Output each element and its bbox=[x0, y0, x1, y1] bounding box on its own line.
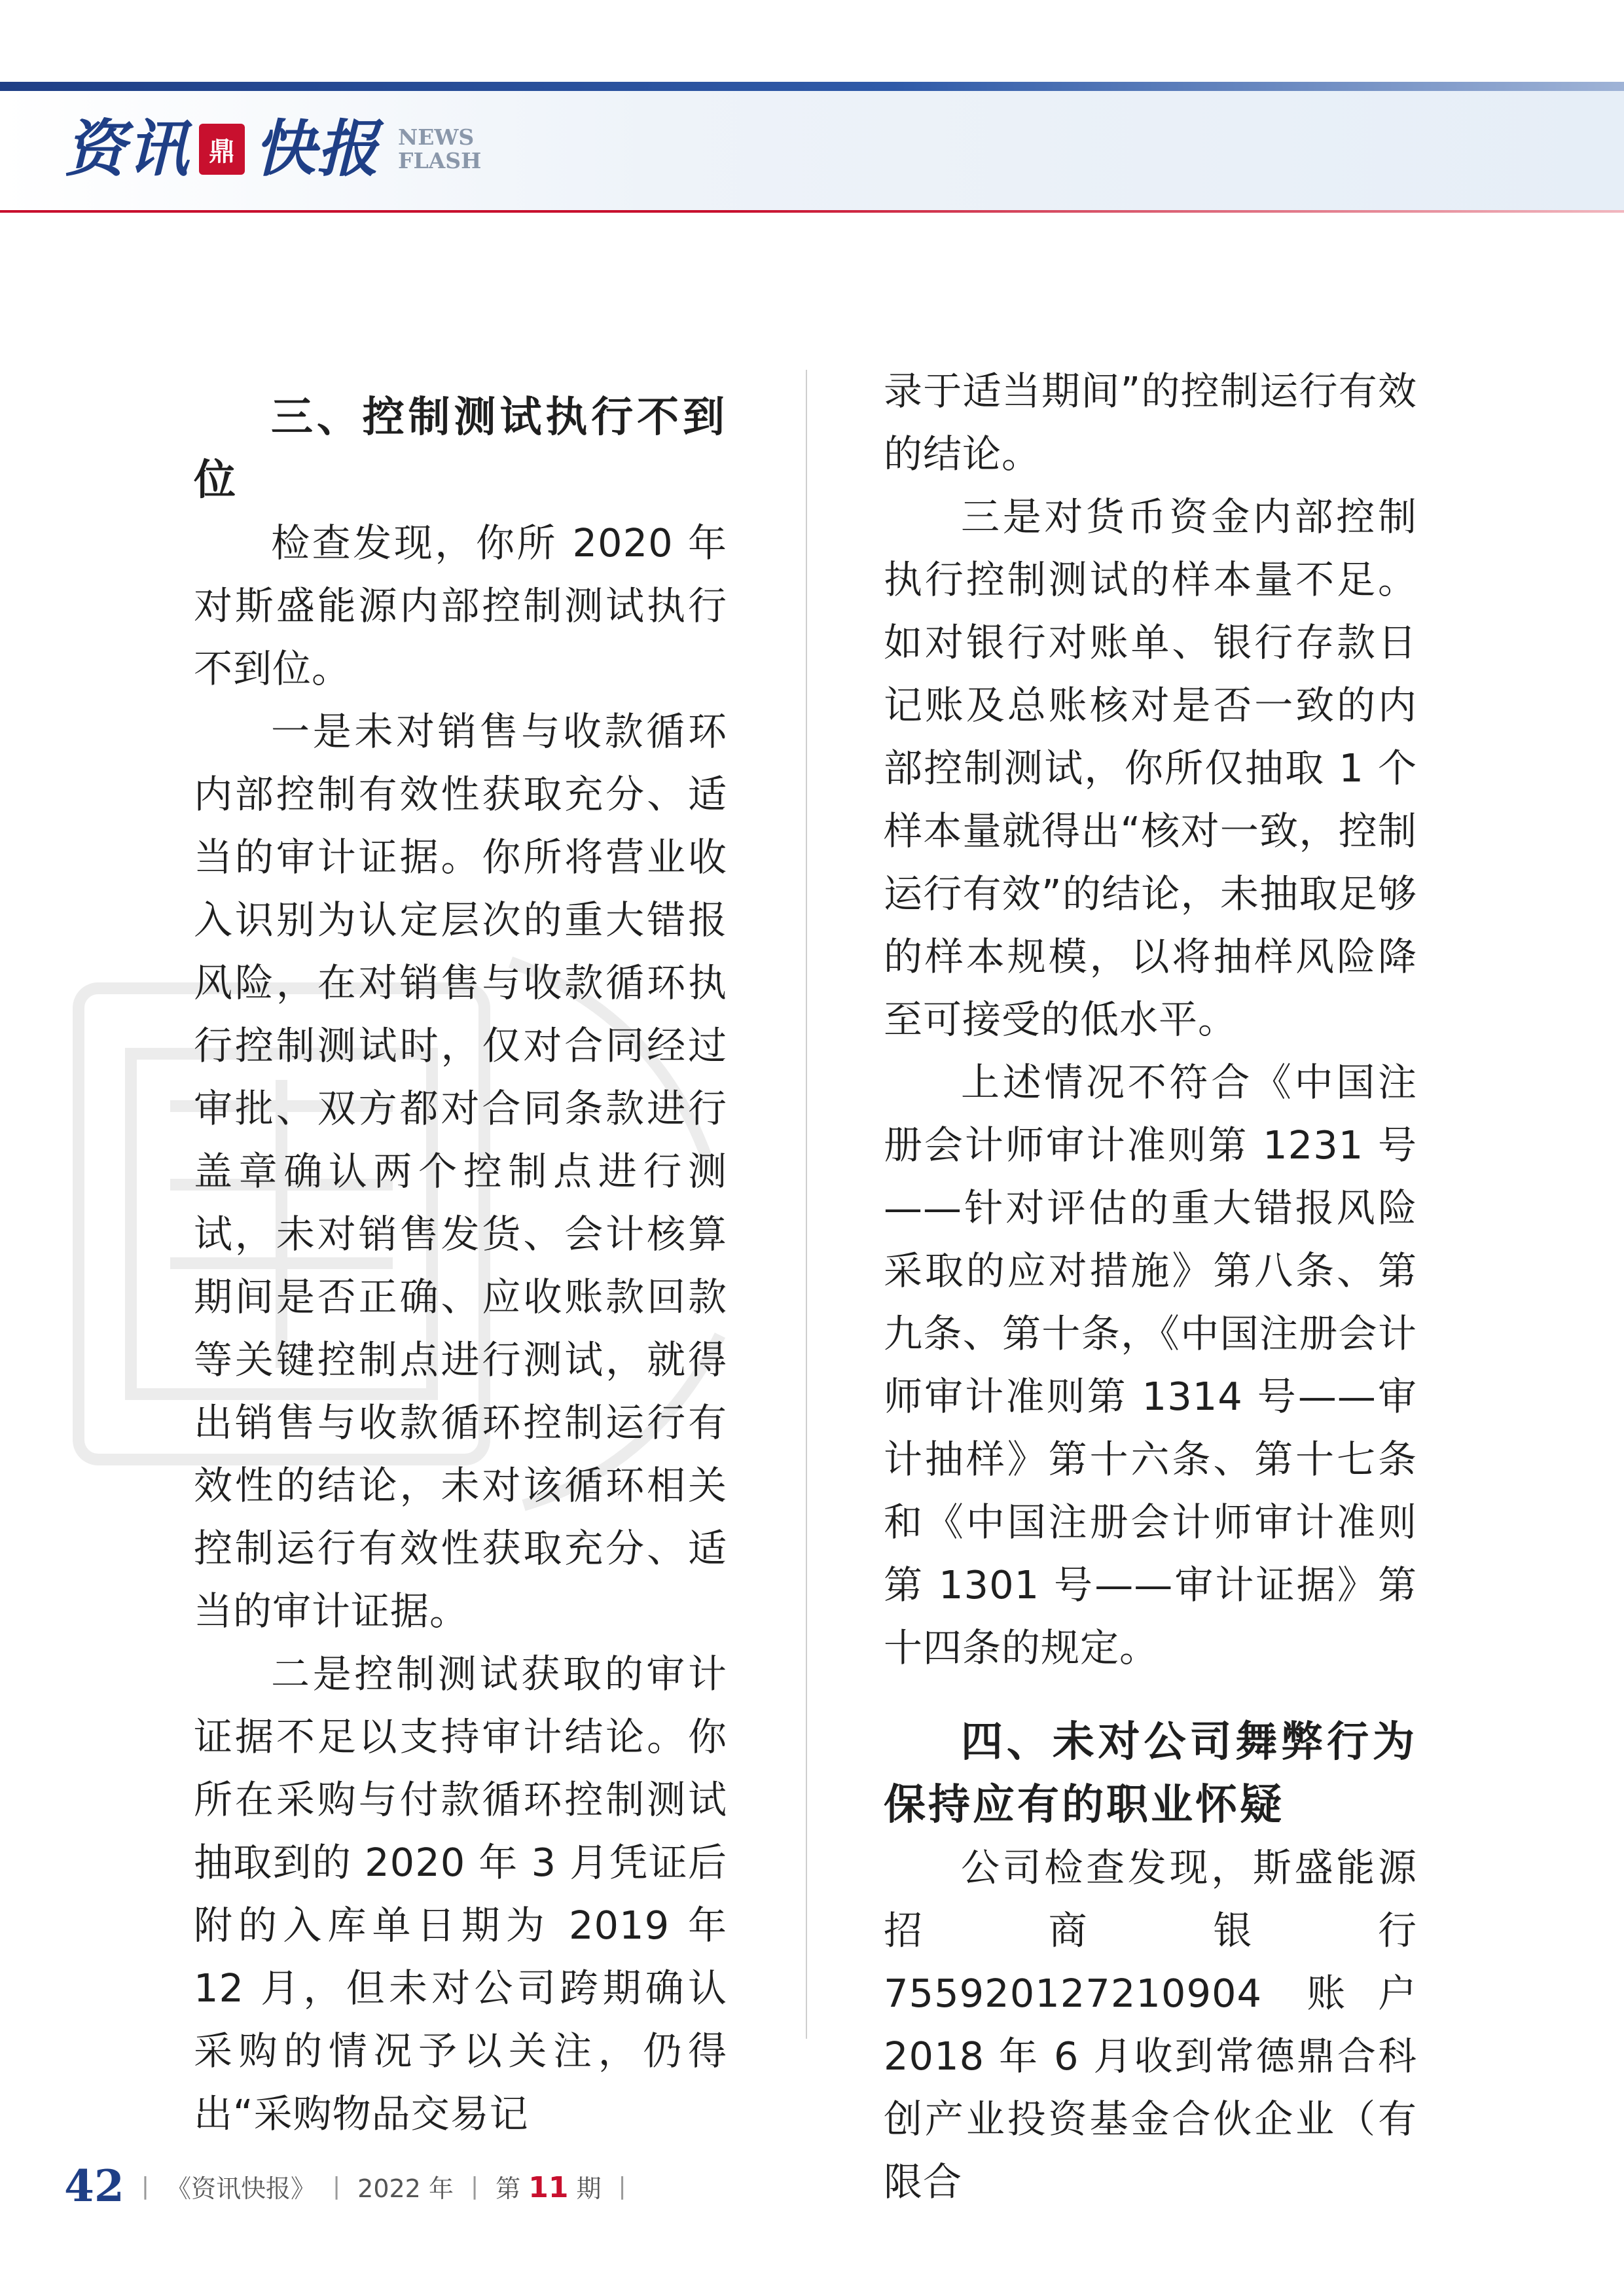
section-heading-4: 四、未对公司舞弊行为保持应有的职业怀疑 bbox=[884, 1718, 1417, 1829]
brand-english bbox=[398, 126, 481, 173]
footer-issue bbox=[496, 2168, 601, 2204]
right-column bbox=[884, 360, 1417, 2214]
header-top-bar bbox=[0, 82, 1624, 91]
left-paragraph-2: 一是未对销售与收款循环内部控制有效性获取充分、适当的审计证据。你所将营业收入识别为认定层次的重大错报风险，在对销售与收款循环执行控制测试时，仅对合同经过审批、双方都对合同条款进行盖章确认两个控制点进行测试，未对销售发货、会计核算期间是否正确、应收账款回款等关键控制点进行测试，就得出销售与收款循环控制运行有效性的结论，未对该循环相关控制运行有效性获取充分、适当的审计证据。 bbox=[194, 709, 727, 1634]
column-divider bbox=[806, 370, 807, 2039]
footer-issue-number: 11 bbox=[528, 2170, 569, 2204]
brand-title-part2: 快报 bbox=[254, 113, 380, 185]
footer-separator: | bbox=[470, 2172, 479, 2200]
right-continuation: 录于适当期间”的控制运行有效的结论。 bbox=[884, 368, 1417, 476]
footer-issue-suffix: 期 bbox=[576, 2174, 602, 2203]
footer-separator: | bbox=[141, 2172, 149, 2200]
section-heading-3: 三、控制测试执行不到位 bbox=[194, 393, 727, 505]
brand-logo bbox=[64, 110, 481, 188]
right-paragraph-2: 上述情况不符合《中国注册会计师审计准则第 1231 号——针对评估的重大错报风险采取的应对措施》第八条、第九条、第十条，《中国注册会计师审计准则第 1314 号——审计抽样》第十六条、第十七条和《中国注册会计师审计准则第 1301 号——审计证据》第十四条的规定。 bbox=[884, 1060, 1417, 1670]
page-number: 42 bbox=[64, 2161, 124, 2212]
left-paragraph-1: 检查发现，你所 2020 年对斯盛能源内部控制测试执行不到位。 bbox=[194, 520, 727, 691]
right-paragraph-3: 公司检查发现，斯盛能源招商银行 755920127210904 账户 2018 年 6 月收到常德鼎合科创产业投资基金合伙企业（有限合 bbox=[884, 1845, 1417, 2204]
header-red-line bbox=[0, 210, 1624, 213]
left-column bbox=[194, 386, 727, 2145]
footer-separator: | bbox=[333, 2172, 341, 2200]
brand-seal-icon: 鼎 bbox=[199, 124, 245, 175]
footer-separator: | bbox=[618, 2172, 626, 2200]
brand-title-part1: 资讯 bbox=[64, 113, 190, 185]
left-paragraph-3: 二是控制测试获取的审计证据不足以支持审计结论。你所在采购与付款循环控制测试抽取到的 2020 年 3 月凭证后附的入库单日期为 2019 年 12 月，但未对公司跨期确认采购的情况予以关注，仍得出“采购物品交易记 bbox=[194, 1651, 727, 2136]
footer-issue-prefix: 第 bbox=[496, 2174, 521, 2203]
brand-english-line1: NEWS bbox=[398, 124, 475, 150]
right-paragraph-1: 三是对货币资金内部控制执行控制测试的样本量不足。如对银行对账单、银行存款日记账及总账核对是否一致的内部控制测试，你所仅抽取 1 个样本量就得出“核对一致，控制运行有效”的结论，未抽取足够的样本规模，以将抽样风险降至可接受的低水平。 bbox=[884, 494, 1417, 1042]
footer-year: 2022 年 bbox=[357, 2174, 454, 2203]
page-footer bbox=[64, 2160, 626, 2212]
brand-english-line2: FLASH bbox=[398, 148, 482, 173]
footer-journal: 《资讯快报》 bbox=[166, 2174, 316, 2203]
